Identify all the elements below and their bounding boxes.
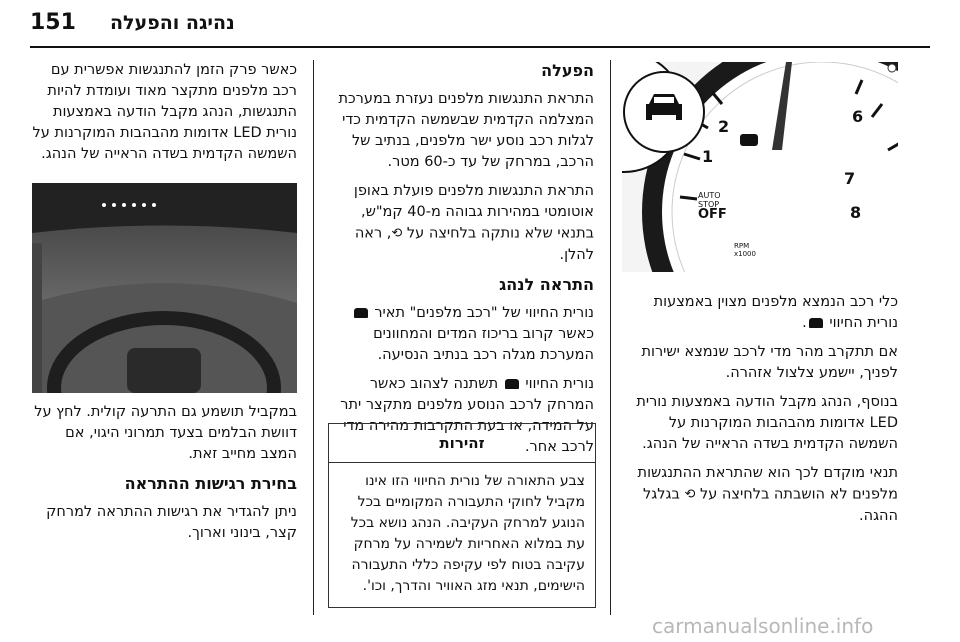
vehicle-ahead-icon [354, 308, 368, 318]
middle-para-2: התראת התנגשות מלפנים פועלת באופן אוטומטי במהירות גבוהה מ-40 קמ"ש, בתנאי שלא נותקה בלחיצה על ⟲, ראה להלן. [353, 183, 594, 263]
fcw-button-icon: ⟲ [684, 487, 696, 502]
header-rule [30, 46, 930, 48]
page-title: נהיגה והפעלה [110, 12, 235, 34]
gauge-tick-6: 6 [852, 107, 864, 126]
auto-stop-label: AUTO [698, 191, 721, 200]
right-column [622, 292, 898, 535]
caution-body: צבע התאורה של נורית החיווי הזו אינו מקביל לחוקי התעבורה המקומיים בכל הנוגע למרחק העקיבה. הנהג נושא בכל עת במלוא האחריות לשמירה על מרחק עקיבה בטוח לפי עקיפה כללי התעבורה הישימים, תנאי מזג האוויר והדרך, וכו'. [350, 473, 585, 594]
tachometer-illustration [622, 62, 898, 272]
right-para-1: כלי רכב הנמצא מלפנים מצוין באמצעות נורית החיווי . [653, 294, 898, 331]
right-para-2: אם תתקרב מהר מדי לרכב שנמצא ישירות לפניך, יישמע צלצול אזהרה. [641, 344, 898, 381]
caution-box [328, 423, 596, 608]
rpm-label: RPM [734, 242, 750, 250]
middle-para-1: התראת התנגשות מלפנים נעזרת במערכת המצלמה הקדמית שבשמשה הקדמית כדי לגלות רכב נוסע ישר מלפנים, בנתיב של הרכב, במרחק של עד כ-60 מטר. [338, 91, 594, 170]
right-para-3: בנוסף, הנהג מקבל הודעה באמצעות נורית LED אדומות מהבהבות המוקרנות על השמשה הקדמית בשדה הראייה של הנהג. [636, 394, 898, 452]
watermark: carmanualsonline.info [652, 614, 874, 638]
fcw-button-icon: ⟲ [391, 226, 403, 241]
column-rule-left [313, 60, 314, 615]
heading-sensitivity: בחירת רגישות ההתראה [124, 474, 297, 493]
dashboard-photo-illustration [32, 183, 297, 393]
left-column [32, 60, 297, 173]
vehicle-ahead-icon [740, 134, 758, 146]
middle-para-4: נורית החיווי תשתנה לצהוב כאשר המרחק לרכב הנוסע מלפנים מתקצר יתר על המידה, או בעת התקרבות מהירה מדי לרכב אחר. [340, 375, 594, 455]
windshield-led-photo [32, 183, 297, 393]
left-column-lower [32, 402, 297, 552]
vehicle-ahead-icon [809, 318, 823, 328]
column-rule-right [610, 60, 611, 615]
right-para-4: תנאי מוקדם לכך הוא שהתראת ההתנגשות מלפנים לא הושבתה בלחיצה על ⟲ בגלגל ההגה. [637, 465, 898, 524]
gauge-tick-1: 1 [702, 147, 714, 166]
left-para-3: ניתן להגדיר את רגישות ההתראה למרחק קצר, בינוני וארוך. [46, 504, 297, 541]
gauge-tick-7: 7 [844, 169, 856, 188]
middle-para-3: נורית החיווי של "רכב מלפנים" תאיר כאשר קרוב בריכוז המדים והמחוונים המערכת מגלה רכב בנתיב הנסיעה. [328, 303, 594, 366]
page-header [0, 0, 960, 44]
page-number: 151 [30, 10, 76, 35]
left-para-1: כאשר פרק הזמן להתנגשות אפשרית עם רכב מלפנים מתקצר מאוד ועומדת להיות התנגשות, הנהג מקבל הודעה באמצעות נורית LED אדומות מהבהבות המוקרנות על השמשה הקדמית בשדה הראייה של הנהג. [32, 62, 297, 162]
vehicle-ahead-icon [505, 379, 519, 389]
off-label: OFF [698, 207, 727, 222]
heading-activation: הפעלה [541, 61, 594, 80]
left-para-2: במקביל תושמע גם התרעה קולית. לחץ על דוושת הבלמים בצעד תמרוני היגוי, אם המצב מחייב זאת. [34, 404, 297, 462]
gauge-tick-8: 8 [850, 203, 862, 222]
instrument-cluster-image [622, 62, 898, 272]
gauge-tick-2: 2 [718, 117, 730, 136]
svg-text:STOP: STOP [698, 200, 720, 209]
caution-title: זהירות [329, 424, 595, 463]
svg-text:x1000: x1000 [734, 250, 756, 258]
heading-driver-alert: התראה לנהג [499, 274, 594, 294]
middle-column [328, 60, 594, 466]
